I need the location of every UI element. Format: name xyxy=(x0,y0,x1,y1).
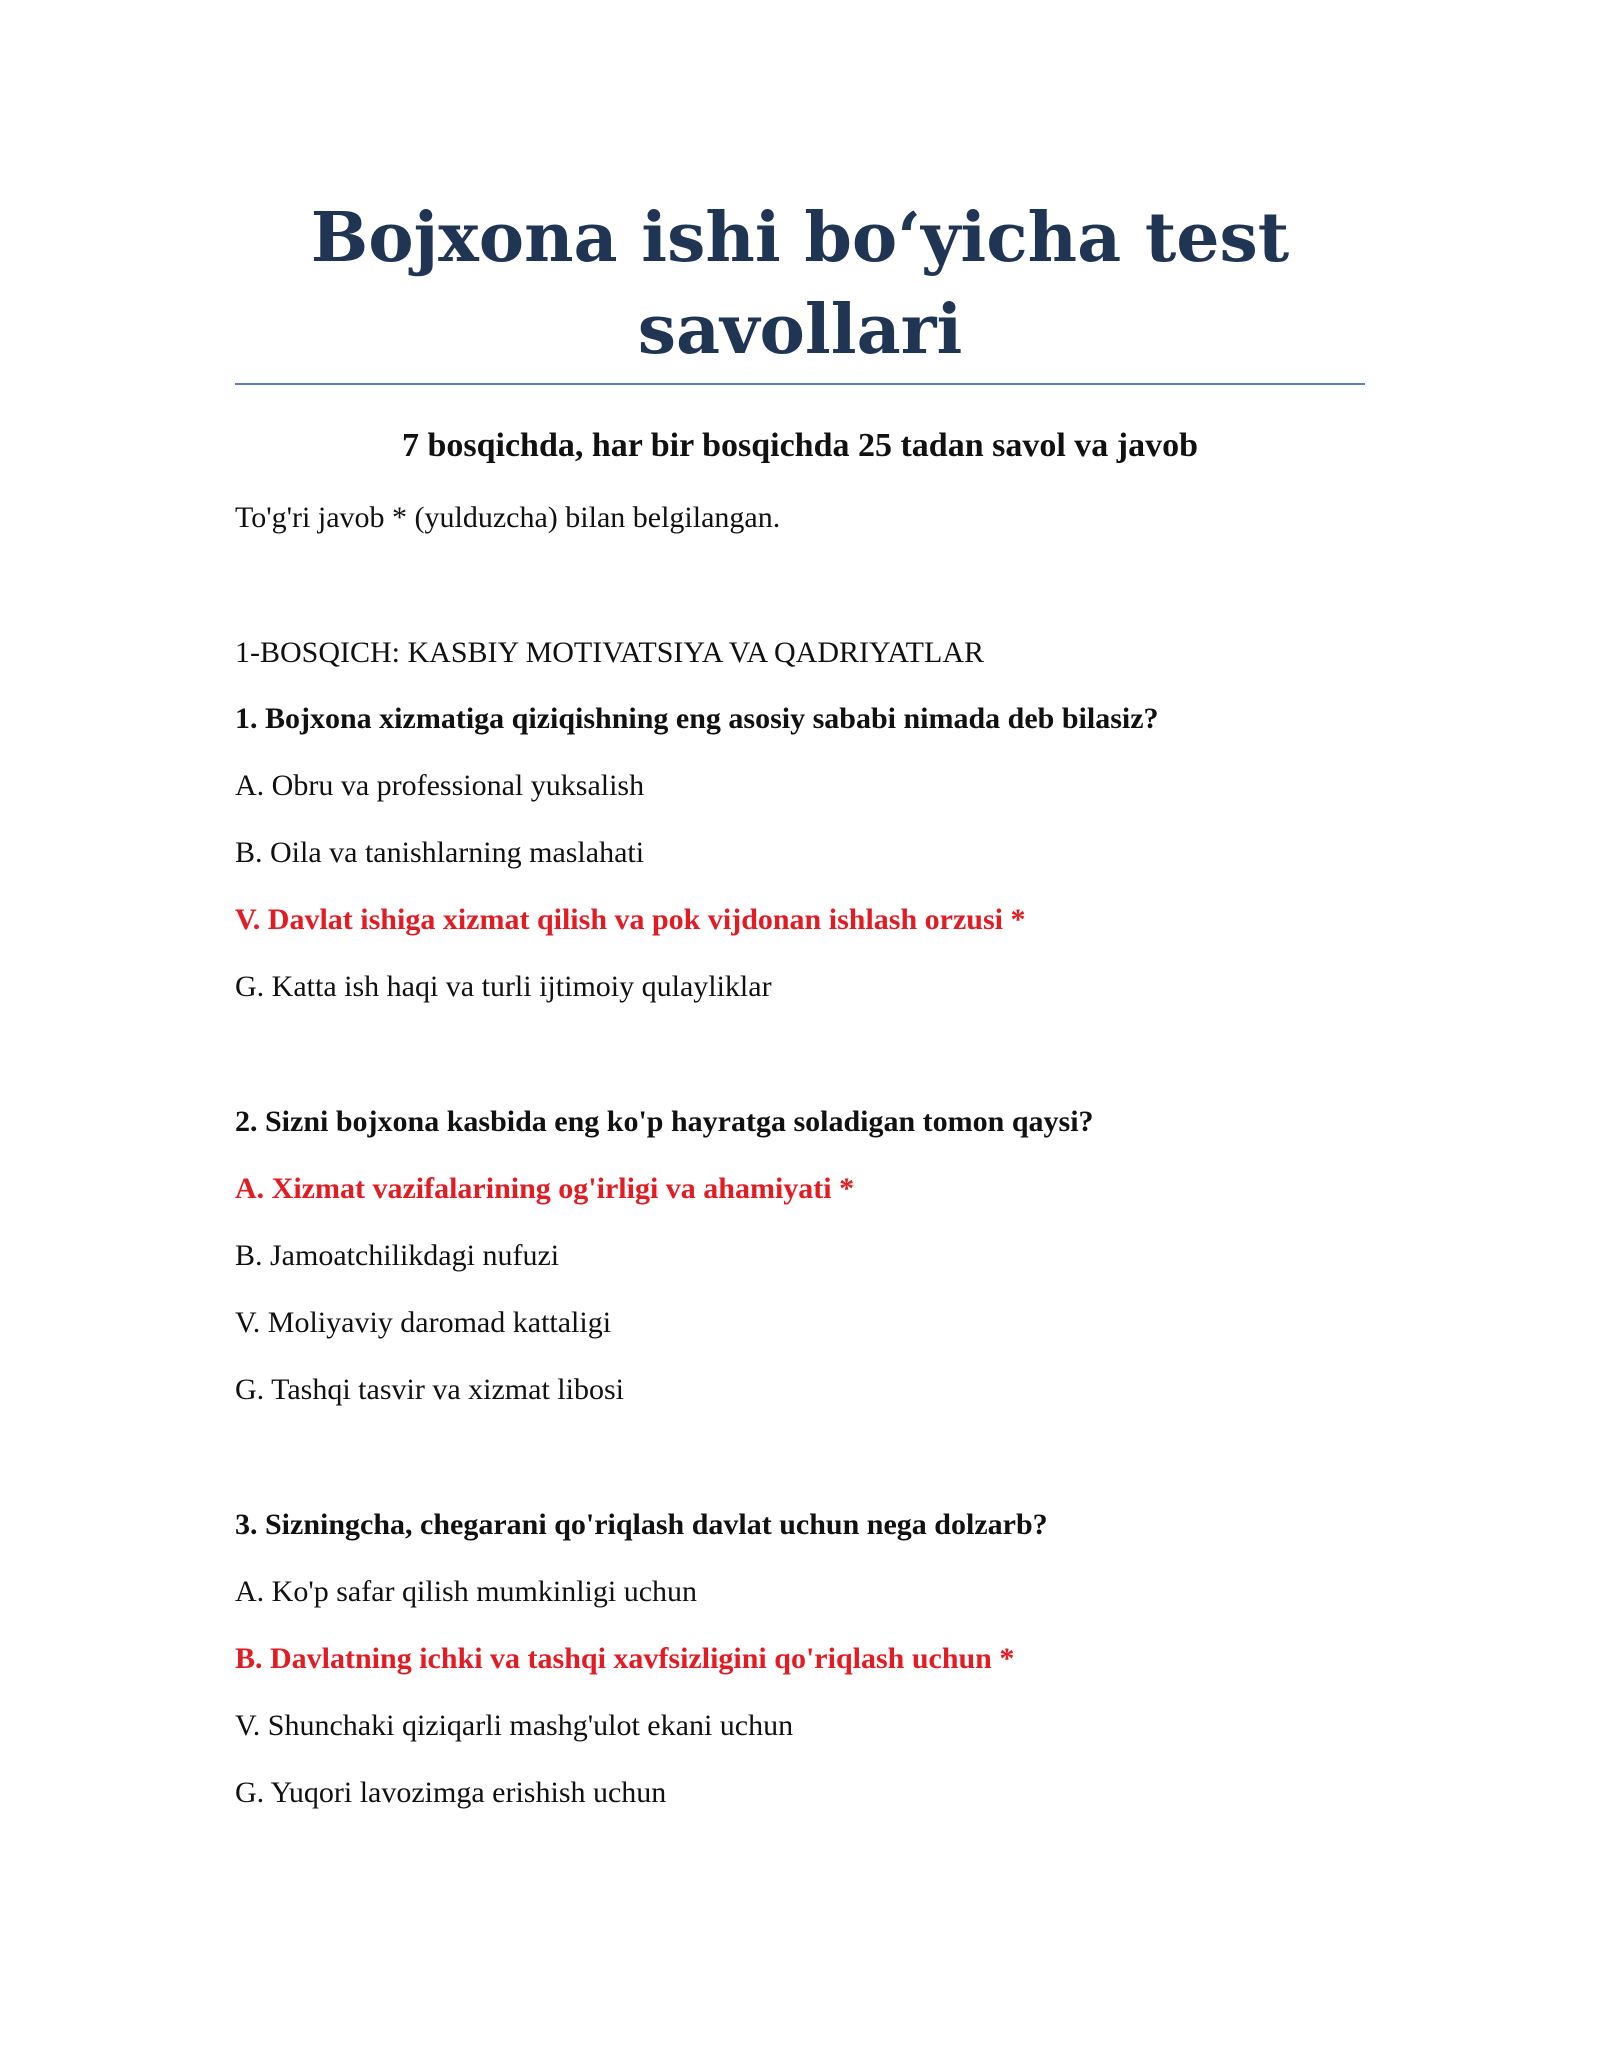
q3-answer-a: A. Ko'p safar qilish mumkinligi uchun xyxy=(235,1575,698,1608)
title-divider xyxy=(235,383,1365,385)
document-page xyxy=(235,0,1365,2070)
document-title: Bojxona ishi bo‘yicha test savollari xyxy=(310,198,1290,370)
q1-answer-v-correct: V. Davlat ishiga xizmat qilish va pok vijdonan ishlash orzusi * xyxy=(235,903,1026,936)
q2-answer-a-correct: A. Xizmat vazifalarining og'irligi va ahamiyati * xyxy=(235,1172,855,1205)
question-3: 3. Sizningcha, chegarani qo'riqlash davlat uchun nega dolzarb? xyxy=(235,1508,1048,1541)
q3-answer-g: G. Yuqori lavozimga erishish uchun xyxy=(235,1776,667,1809)
q2-answer-v: V. Moliyaviy daromad kattaligi xyxy=(235,1306,612,1339)
q2-answer-b: B. Jamoatchilikdagi nufuzi xyxy=(235,1239,560,1272)
section-heading: 1-BOSQICH: KASBIY MOTIVATSIYA VA QADRIYATLAR xyxy=(235,636,984,669)
q3-answer-v: V. Shunchaki qiziqarli mashg'ulot ekani uchun xyxy=(235,1709,794,1742)
q3-answer-b-correct: B. Davlatning ichki va tashqi xavfsizligini qo'riqlash uchun * xyxy=(235,1642,1015,1675)
q2-answer-g: G. Tashqi tasvir va xizmat libosi xyxy=(235,1373,624,1406)
q1-answer-a: A. Obru va professional yuksalish xyxy=(235,769,645,802)
answer-key-note: To'g'ri javob * (yulduzcha) bilan belgilangan. xyxy=(235,501,781,534)
question-2: 2. Sizni bojxona kasbida eng ko'p hayratga soladigan tomon qaysi? xyxy=(235,1105,1094,1138)
q1-answer-g: G. Katta ish haqi va turli ijtimoiy qulayliklar xyxy=(235,970,772,1003)
question-1: 1. Bojxona xizmatiga qiziqishning eng asosiy sababi nimada deb bilasiz? xyxy=(235,702,1159,735)
q1-answer-b: B. Oila va tanishlarning maslahati xyxy=(235,836,645,869)
document-subtitle: 7 bosqichda, har bir bosqichda 25 tadan savol va javob xyxy=(401,427,1199,464)
